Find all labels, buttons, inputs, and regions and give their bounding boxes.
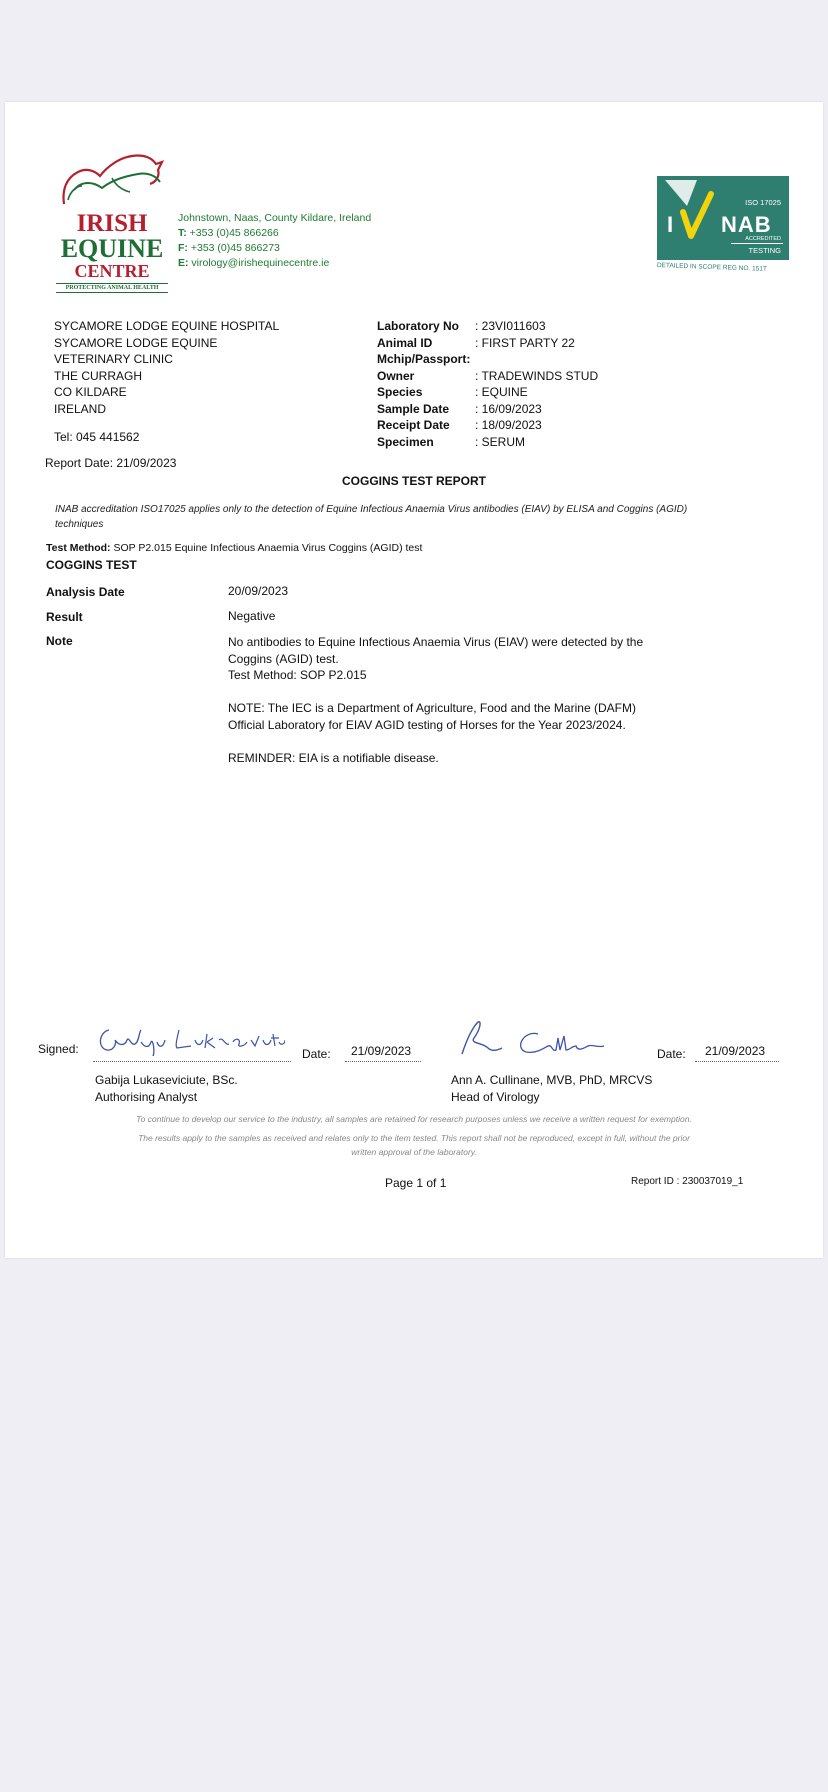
client-address [54, 318, 279, 417]
client-line: CO KILDARE [54, 385, 127, 399]
client-line: THE CURRAGH [54, 368, 143, 383]
inab-iso: ISO 17025 [745, 198, 781, 207]
email-label: E: [178, 257, 189, 269]
client-line: SYCAMORE LODGE EQUINE [54, 335, 218, 350]
inab-accreditation-logo: ISO 17025 I NAB ACCREDITED TESTING DETAILED IN SCOPE REG NO. 151T [657, 176, 789, 274]
analysis-date-label: Analysis Date [46, 585, 125, 599]
client-tel: Tel: 045 441562 [54, 430, 140, 444]
inab-testing: TESTING [748, 246, 781, 255]
contact-address: Johnstown, Naas, County Kildare, Ireland [178, 212, 372, 224]
note-paragraph: REMINDER: EIA is a notifiable disease. [228, 750, 439, 765]
detail-row [377, 318, 598, 335]
analysis-date-value: 20/09/2023 [228, 584, 289, 598]
signature-line-analyst [93, 1061, 291, 1062]
note-paragraph: NOTE: The IEC is a Department of Agriculture, Food and the Marine (DAFM) Official Laboratory for EIAV AGID testing of Horses for the Year 2023/2024. [228, 701, 636, 732]
horse-logo-icon [52, 150, 172, 206]
tel-label: T: [178, 227, 187, 239]
detail-value: : 16/09/2023 [475, 401, 542, 416]
detail-row [377, 434, 598, 451]
section-title: COGGINS TEST [46, 558, 137, 572]
report-title: COGGINS TEST REPORT [341, 474, 486, 488]
inab-scope: DETAILED IN SCOPE REG NO. 151T [656, 262, 767, 273]
detail-label: Receipt Date [377, 418, 450, 432]
detail-row [377, 384, 598, 401]
note-paragraph: Test Method: SOP P2.015 [228, 668, 367, 682]
signature-image-analyst [95, 1022, 285, 1056]
signature-image-head [452, 1018, 612, 1060]
signed-label: Signed: [38, 1042, 79, 1056]
footer-retention-note: To continue to develop our service to the industry, all samples are retained for research purposes unless we receive a written request for exemption. [136, 1114, 692, 1124]
detail-value: : TRADEWINDS STUD [475, 368, 599, 383]
date-label-head: Date: [657, 1047, 686, 1061]
detail-label: Sample Date [377, 401, 450, 416]
detail-label: Species [377, 385, 423, 399]
report-page [5, 102, 823, 1258]
detail-row [377, 335, 598, 352]
client-line: IRELAND [54, 401, 107, 416]
detail-row [377, 417, 598, 434]
analyst-role: Authorising Analyst [95, 1089, 198, 1104]
detail-label: Specimen [377, 434, 434, 449]
contact-tel: +353 (0)45 866266 [189, 227, 279, 239]
test-method-value: SOP P2.015 Equine Infectious Anaemia Virus Coggins (AGID) test [110, 542, 423, 554]
detail-value: : EQUINE [475, 385, 528, 399]
report-id: Report ID : 230037019_1 [631, 1176, 744, 1187]
detail-row [377, 351, 598, 368]
client-line: VETERINARY CLINIC [54, 352, 173, 366]
detail-value: : 18/09/2023 [475, 418, 542, 432]
contact-fax: +353 (0)45 866273 [190, 242, 280, 254]
head-role: Head of Virology [451, 1089, 540, 1104]
test-method [46, 542, 422, 554]
contact-block [178, 211, 371, 271]
logo-irish: IRISH [76, 210, 148, 237]
fax-label: F: [178, 242, 188, 254]
note-label: Note [46, 634, 73, 648]
page-number: Page 1 of 1 [385, 1176, 447, 1190]
note-paragraph: No antibodies to Equine Infectious Anaemia Virus (EIAV) were detected by the Coggins (AGID) test. [228, 635, 644, 666]
date-line-head [695, 1061, 779, 1062]
detail-row [377, 401, 598, 418]
detail-label: Laboratory No [377, 319, 460, 333]
inab-name: NAB [721, 212, 772, 237]
detail-label: Animal ID [377, 335, 433, 350]
detail-value: : SERUM [475, 434, 526, 449]
inab-accredited: ACCREDITED [745, 236, 781, 242]
logo-centre: CENTRE [74, 261, 150, 281]
sample-details [377, 318, 598, 450]
logo-tagline: PROTECTING ANIMAL HEALTH [56, 283, 168, 293]
accreditation-note: INAB accreditation ISO17025 applies only to the detection of Equine Infectious Anaemia Virus antibodies (EIAV) by ELISA and Coggins (AGID) techniques [55, 504, 688, 530]
viewer-top-band [0, 0, 828, 102]
date-line-analyst [345, 1061, 421, 1062]
analyst-name: Gabija Lukaseviciute, BSc. [95, 1073, 238, 1087]
result-value: Negative [228, 609, 276, 623]
detail-value: : 23VI011603 [475, 319, 546, 333]
client-line: SYCAMORE LODGE EQUINE HOSPITAL [54, 319, 280, 333]
note-text [228, 634, 648, 783]
irish-equine-centre-logo [52, 150, 172, 291]
result-label: Result [46, 610, 83, 624]
date-label-analyst: Date: [302, 1047, 331, 1061]
detail-row [377, 368, 598, 385]
test-method-label: Test Method: [46, 542, 111, 554]
signatory-analyst [95, 1072, 238, 1105]
footer-disclaimer: The results apply to the samples as received and relates only to the item tested. This report shall not be reproduced, except in full, without the prior [138, 1133, 690, 1143]
detail-label: Mchip/Passport: [377, 352, 471, 366]
logo-equine: EQUINE [60, 234, 164, 263]
signatory-head [451, 1072, 652, 1105]
detail-value: : FIRST PARTY 22 [475, 335, 575, 350]
head-name: Ann A. Cullinane, MVB, PhD, MRCVS [451, 1073, 653, 1087]
date-value-analyst: 21/09/2023 [351, 1044, 412, 1058]
detail-label: Owner [377, 368, 415, 383]
contact-email: virology@irishequinecentre.ie [191, 257, 330, 269]
date-value-head: 21/09/2023 [705, 1044, 766, 1058]
report-date: Report Date: 21/09/2023 [45, 456, 177, 470]
footer-disclaimer-cont: written approval of the laboratory. [351, 1147, 477, 1157]
